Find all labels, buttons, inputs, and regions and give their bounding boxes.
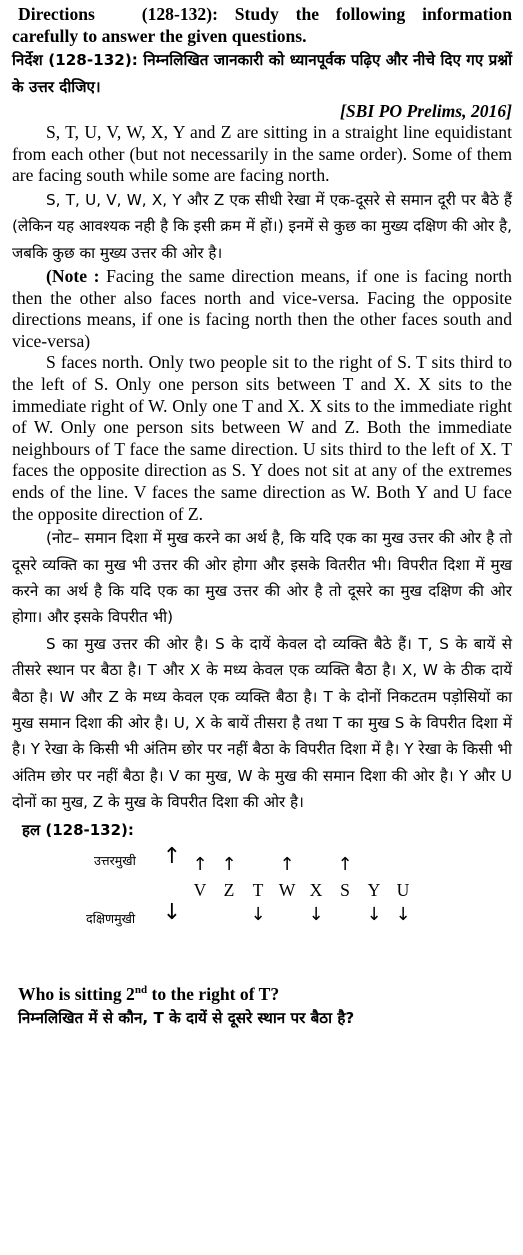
directions-label: Directions	[18, 4, 95, 24]
note-label: (Note :	[46, 266, 100, 286]
person-x: X	[309, 879, 323, 900]
seating-diagram	[12, 843, 512, 964]
note-en	[12, 266, 512, 352]
person-v: V	[193, 879, 207, 900]
north-arrow-icon: ↑	[279, 853, 295, 875]
person-y: Y	[367, 879, 381, 900]
note-hi: (नोट– समान दिशा में मुख करने का अर्थ है, कि यदि एक का मुख उत्तर की ओर है तो दूसरे व्यक्ति का मुख भी उत्तर की ओर होगा और इसके वितरीत भी। विपरीत दिशा में मुख करने का अर्थ है कि यदि एक का मुख उत्तर की ओर है तो दूसरे का मुख दक्षिण की ओर होगा। और इसके विपरीत भी)	[12, 529, 512, 627]
person-w: W	[278, 879, 296, 900]
north-arrow-icon: ↑	[162, 843, 182, 869]
source-citation: [SBI PO Prelims, 2016]	[339, 101, 512, 121]
paragraph-1-en: S, T, U, V, W, X, Y and Z are sitting in a straight line equidistant from each other (but not necessarily in the same order). Some of them are facing south while some are facing north.	[12, 122, 512, 186]
directions-text: Study the following information carefully to answer the given questions.	[12, 4, 513, 46]
directions-hi: निर्देश (128-132): निम्नलिखित जानकारी को ध्यानपूर्वक पढ़िए और नीचे दिए गए प्रश्नों के उत्तर दीजिए।	[12, 51, 512, 96]
south-arrow-icon: ↓	[162, 899, 182, 925]
solution-heading: हल (128-132):	[22, 820, 134, 839]
person-u: U	[396, 879, 410, 900]
question-en-text: Who is sitting 2	[18, 983, 135, 1004]
south-arrow-icon: ↓	[250, 903, 266, 925]
south-arrow-icon: ↓	[395, 903, 411, 925]
person-s: S	[340, 879, 350, 900]
north-facing-label: उत्तरमुखी	[94, 852, 136, 868]
south-arrow-icon: ↓	[366, 903, 382, 925]
paragraph-2-hi: S का मुख उत्तर की ओर है। S के दायें केवल दो व्यक्ति बैठे हैं। T, S के बायें से तीसरे स्थान पर बैठा है। T और X के मध्य केवल एक व्यक्ति बैठा है। X, W के ठीक दायें बैठा है। W और Z के मध्य केवल एक व्यक्ति बैठा है। T के दोनों निकटतम पड़ोसियों का मुख समान दिशा की ओर है। U, X के बायें तीसरा है तथा T का मुख S के विपरीत दिशा में है। Y रेखा के किसी भी अंतिम छोर पर नहीं बैठा के विपरीत दिशा में है। Y रेखा के किसी भी अंतिम छोर पर नहीं बैठा है। V का मुख, W के मुख की समान दिशा की ओर है। Y और U दोनों का मुख, Z के मुख के विपरीत दिशा की ओर है।	[12, 634, 512, 812]
north-arrow-icon: ↑	[192, 853, 208, 875]
south-arrow-icon: ↓	[308, 903, 324, 925]
paragraph-1-hi: S, T, U, V, W, X, Y और Z एक सीधी रेखा में एक-दूसरे से समान दूरी पर बैठे हैं (लेकिन यह आवश्यक नही है कि इसी क्रम में हों।) इनमें से कुछ का मुख्य दक्षिण की ओर है, जबकि कुछ का मुख्य उत्तर की ओर है।	[12, 190, 512, 262]
note-en-text: Facing the same direction means, if one is facing north then the other also faces north and vice-versa. Facing the opposite directions means, if one is facing north then the other faces south and vice-versa)	[12, 266, 512, 351]
question-en-end: to the right of T?	[147, 983, 280, 1004]
document-page	[12, 4, 512, 1032]
person-z: Z	[223, 879, 235, 900]
question-en	[18, 984, 512, 1005]
north-arrow-icon: ↑	[337, 853, 353, 875]
question-en-sup: nd	[134, 983, 148, 996]
person-t: T	[252, 879, 264, 900]
paragraph-2-en: S faces north. Only two people sit to the right of S. T sits third to the left of S. Only one person sits between T and X. X sits to the immediate right of W. Only one T and X. X sits to the immediate right of W. Only one person sits between W and Z. Both the immediate neighbours of T face the same direction. U sits third to the left of X. T faces the opposite direction as S. Y does not sit at any of the extremes ends of the line. V faces the same direction as W. Both Y and U face the opposite direction of Z.	[12, 352, 512, 524]
question-hi: निम्नलिखित में से कौन, T के दायें से दूसरे स्थान पर बैठा है?	[18, 1008, 355, 1027]
directions-en	[12, 4, 512, 47]
north-arrow-icon: ↑	[221, 853, 237, 875]
south-facing-label: दक्षिणमुखी	[86, 910, 136, 926]
directions-range: (128-132):	[141, 4, 218, 24]
